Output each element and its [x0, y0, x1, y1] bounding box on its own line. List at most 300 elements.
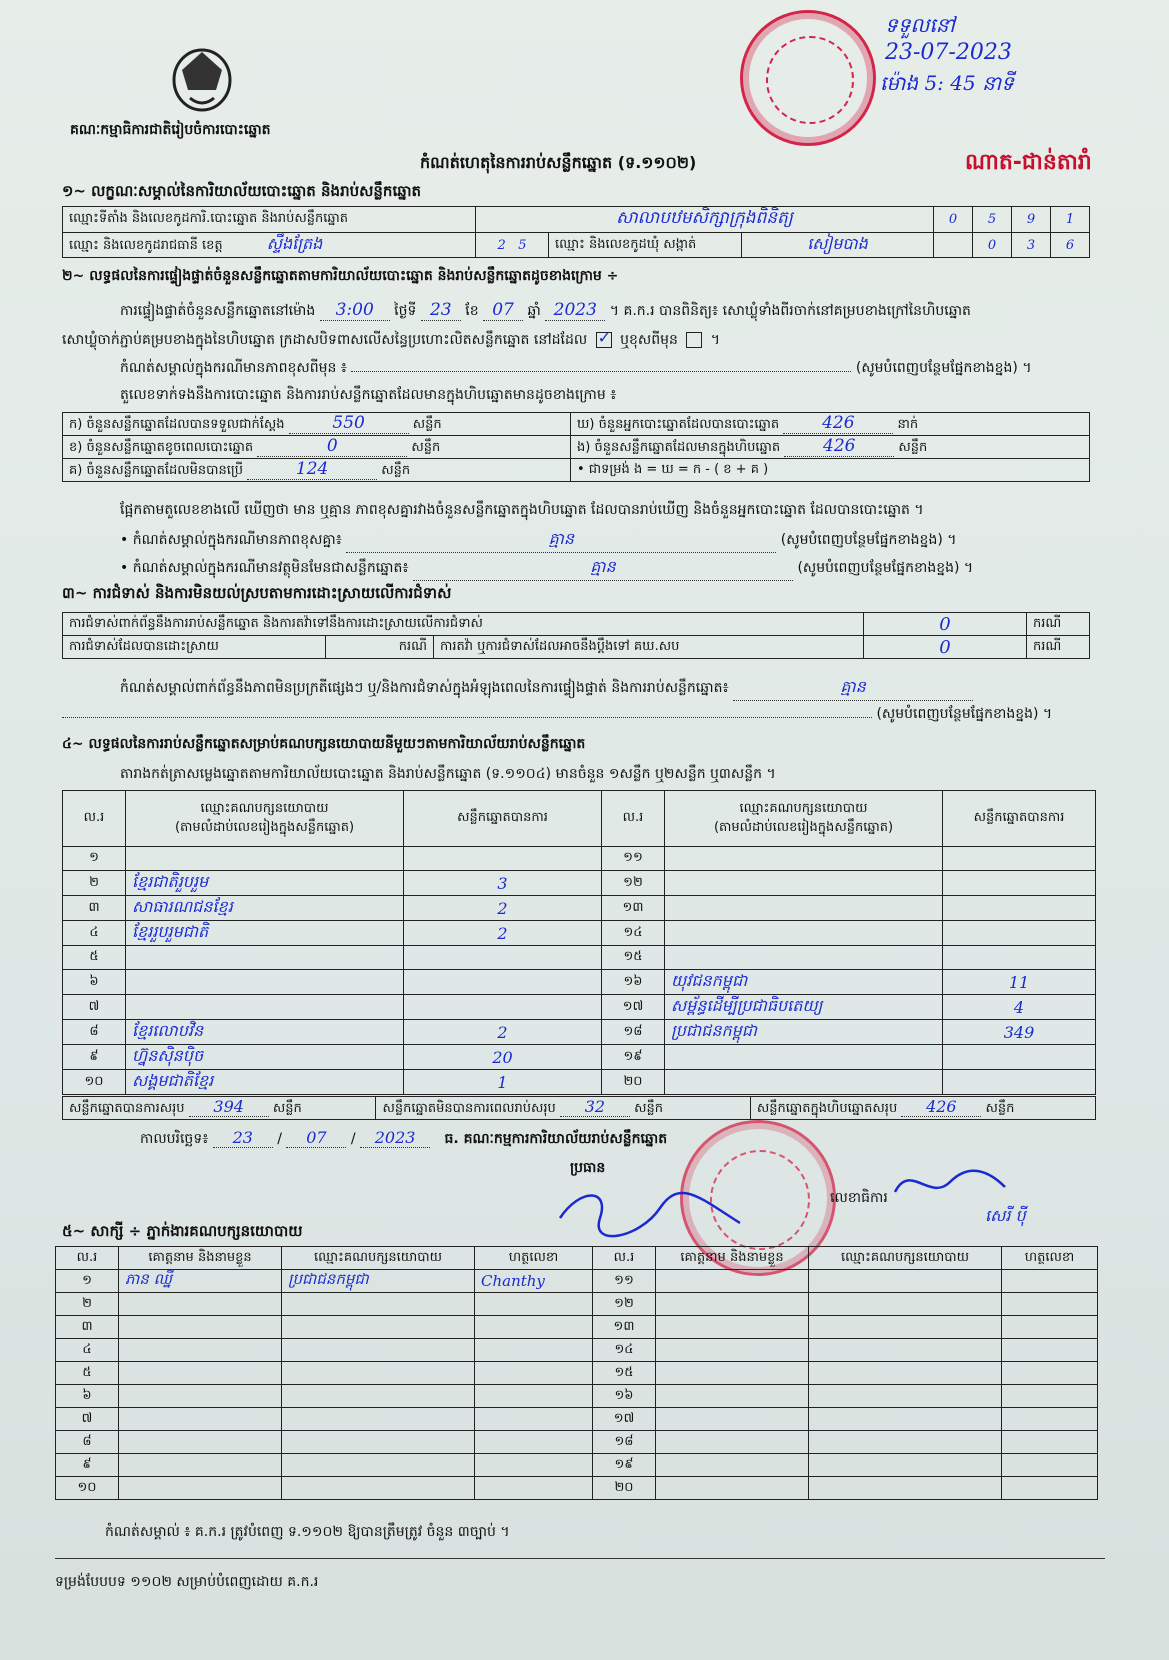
section3-hint: (សូមបំពេញបន្ថែមផ្នែកខាងខ្នង) ។: [876, 706, 1053, 722]
party-name: [126, 946, 404, 970]
bullet1-hint: (សូមបំពេញបន្ថែមផ្នែកខាងខ្នង) ។: [780, 532, 957, 548]
party-name: [665, 871, 943, 896]
location-value: សាលាបឋមសិក្សាក្រុងពិនិត្យ: [476, 207, 934, 233]
witness-party: [809, 1362, 1002, 1385]
total-invalid-label: សន្លឹកឆ្នោតមិនបានការពេលរាប់សរុប: [382, 1101, 556, 1116]
ko-value: 124: [247, 459, 377, 480]
witness-signature: [1002, 1339, 1098, 1362]
count-ko: [63, 459, 571, 482]
bullet2-value: គ្មាន: [413, 556, 793, 581]
party-name: សម្ព័ន្ធដើម្បីប្រជាធិបតេយ្យ: [665, 995, 943, 1020]
bullet2: [120, 556, 973, 581]
witness-party: [282, 1293, 475, 1316]
row-no: ១០: [56, 1477, 119, 1500]
party-head-left: ឈ្មោះគណបក្សនយោបាយ: [200, 800, 329, 816]
results-table: [62, 790, 1096, 1095]
row-no: ៧: [56, 1408, 119, 1431]
row-no: ២០: [593, 1477, 656, 1500]
province-label: [63, 233, 476, 258]
party-head-right: ឈ្មោះគណបក្សនយោបាយ: [739, 800, 868, 816]
party-votes: [943, 896, 1096, 921]
results-row: [63, 946, 1096, 970]
commune-label: ឈ្មោះ និងលេខកូដឃុំ សង្កាត់: [549, 233, 742, 258]
witness-col-no-right: ល.រ: [593, 1247, 656, 1270]
witness-signature: [1002, 1293, 1098, 1316]
received-time: ម៉ោង 5: 45 នាទី: [880, 71, 1014, 95]
row-no: ១៧: [602, 995, 665, 1020]
total-valid: [63, 1097, 376, 1120]
witness-name: [656, 1339, 809, 1362]
witness-signature: [1002, 1385, 1098, 1408]
witness-name: [119, 1477, 282, 1500]
witness-name: [119, 1293, 282, 1316]
row-no: ១១: [593, 1270, 656, 1293]
witness-row: [56, 1431, 1098, 1454]
bullet1: [120, 528, 956, 553]
party-name: [665, 847, 943, 871]
witness-name: [656, 1477, 809, 1500]
party-votes: 3: [404, 871, 602, 896]
row-no: ១៥: [602, 946, 665, 970]
total-invalid: [376, 1097, 750, 1120]
section3-note-text: កំណត់សម្គាល់ពាក់ព័ន្ធនឹងភាពមិនប្រក្រតីផ្សេងៗ ឬ/និងការជំទាស់ក្នុងអំឡុងពេលនៃការផ្ទៀងផ្ទាត់ និងការរាប់សន្លឹកឆ្នោត៖: [120, 680, 729, 696]
results-row: [63, 1020, 1096, 1045]
section2-diff-line: [120, 500, 1100, 521]
witness-party: [809, 1454, 1002, 1477]
party-name: ខ្មែររួបរួមជាតិ: [126, 921, 404, 946]
witness-name: [656, 1270, 809, 1293]
row-no: ១៣: [593, 1316, 656, 1339]
witness-signature: Chanthy: [475, 1270, 593, 1293]
witness-name: [119, 1339, 282, 1362]
results-col-party-left: [126, 791, 404, 847]
witness-name: [656, 1293, 809, 1316]
total-box-unit: សន្លឹក: [985, 1101, 1015, 1116]
party-votes: 349: [943, 1020, 1096, 1045]
count-ngo: [571, 436, 1090, 459]
witness-signature: [475, 1408, 593, 1431]
results-col-votes-right: សន្លឹកឆ្នោតបានការ: [943, 791, 1096, 847]
unchanged-checkbox[interactable]: [596, 332, 612, 348]
para1-e: ។ គ.ក.រ បានពិនិត្យ៖ សោឃ្លុំទាំងពីរចាក់នៅគម្របខាងក្រៅនៃហិបឆ្នោត: [609, 303, 971, 319]
witness-name: [656, 1431, 809, 1454]
witness-col-name-right: គោត្តនាម និងនាមខ្លួន: [656, 1247, 809, 1270]
witness-party: [809, 1339, 1002, 1362]
party-votes: [943, 1070, 1096, 1095]
party-name: [665, 946, 943, 970]
party-votes: [943, 1045, 1096, 1070]
row-no: ១៩: [602, 1045, 665, 1070]
row-no: ៣: [63, 896, 126, 921]
results-row: [63, 1045, 1096, 1070]
section2-title: ២~ លទ្ធផលនៃការផ្ទៀងផ្ទាត់ចំនួនសន្លឹកឆ្នោតតាមការិយាល័យបោះឆ្នោត និងរាប់សន្លឹកឆ្នោតដូចខាងក្រោម ÷: [62, 268, 619, 284]
row-no: ១៤: [593, 1339, 656, 1362]
diff-line-text: ផ្អែកតាមតួលេខខាងលើ ឃើញថា មាន ឬគ្មាន ភាពខុសគ្នារវាងចំនួនសន្លឹកឆ្នោតក្នុងហិបឆ្នោត ដែលបានរាប់ឃើញ និងចំនួនអ្នកបោះឆ្នោត ដែលបានបោះឆ្នោត ។: [120, 502, 924, 518]
objections-table: [62, 612, 1090, 659]
row-no: ១៦: [593, 1385, 656, 1408]
party-votes: [404, 995, 602, 1020]
party-name: [665, 1045, 943, 1070]
party-name: [126, 970, 404, 995]
witness-signature: [1002, 1431, 1098, 1454]
party-name: សាធារណជនខ្មែរ: [126, 896, 404, 921]
bullet1-text: • កំណត់សម្គាល់ក្នុងករណីមានភាពខុសគ្នា៖: [120, 532, 342, 548]
footer-note: កំណត់សម្គាល់ ៖ គ.ក.រ ត្រូវបំពេញ ទ.១១០២ ឱ្យបានត្រឹមត្រូវ ចំនួន ៣ច្បាប់ ។: [105, 1524, 510, 1540]
witness-party: [282, 1477, 475, 1500]
section3-dotted-line: [62, 717, 872, 718]
witness-party: [809, 1293, 1002, 1316]
row-no: ១៣: [602, 896, 665, 921]
witness-party: [282, 1454, 475, 1477]
section3-note-value: គ្មាន: [733, 676, 973, 701]
section2-para1: [120, 300, 1100, 322]
witness-signature: [475, 1454, 593, 1477]
witness-row: [56, 1477, 1098, 1500]
date-year: 2023: [360, 1128, 430, 1148]
bullet1-value: គ្មាន: [346, 528, 776, 553]
witness-signature: [1002, 1477, 1098, 1500]
province-code-2: 5: [518, 237, 527, 253]
witness-name: [119, 1385, 282, 1408]
date-month: 07: [286, 1128, 346, 1148]
row-no: ១២: [602, 871, 665, 896]
party-votes: 1: [404, 1070, 602, 1095]
witness-party: [809, 1431, 1002, 1454]
official-stamp-top: [740, 10, 876, 146]
ko-unit: សន្លឹក: [381, 463, 411, 478]
party-name: ហ្វ៊ុនស៊ិនប៉ិច: [126, 1045, 404, 1070]
formula: • ជាទម្រង់ ង = ឃ = ក - ( ខ + គ ): [571, 459, 1090, 482]
witness-col-party-right: ឈ្មោះគណបក្សនយោបាយ: [809, 1247, 1002, 1270]
witness-party: [282, 1408, 475, 1431]
section4-intro: តារាងកត់ត្រាសម្លេងឆ្នោតតាមការិយាល័យបោះឆ្នោត និងរាប់សន្លឹកឆ្នោត (ទ.១១០៤) មានចំនួន ១សន្លឹក ឬ២សន្លឹក ឬ៣សន្លឹក ។: [120, 766, 776, 782]
objections-appeal-unit: ករណី: [1027, 636, 1090, 659]
results-col-no-left: ល.រ: [63, 791, 126, 847]
ko-label: គ) ចំនួនសន្លឹកឆ្នោតដែលមិនបានប្រើ: [69, 463, 243, 478]
form-title: កំណត់ហេតុនៃការរាប់សន្លឹកឆ្នោត (ទ.១១០២): [420, 153, 697, 172]
count-month: 07: [483, 300, 523, 321]
row-no: ៣: [56, 1316, 119, 1339]
witness-name: ភាន ឈ្នី: [119, 1270, 282, 1293]
total-invalid-value: 32: [560, 1097, 630, 1117]
party-votes: [404, 847, 602, 871]
witness-party: [282, 1339, 475, 1362]
witness-row: [56, 1293, 1098, 1316]
total-box-value: 426: [901, 1097, 981, 1117]
total-box-label: សន្លឹកឆ្នោតក្នុងហិបឆ្នោតសរុប: [756, 1101, 898, 1116]
results-row: [63, 970, 1096, 995]
count-day: 23: [421, 300, 461, 321]
party-head-sub-left: (តាមលំដាប់លេខរៀងក្នុងសន្លឹកឆ្នោត): [174, 819, 355, 835]
party-votes: 2: [404, 896, 602, 921]
party-head-sub-right: (តាមលំដាប់លេខរៀងក្នុងសន្លឹកឆ្នោត): [713, 819, 894, 835]
chair-label: ប្រធាន: [570, 1160, 606, 1176]
objections-resolved-unit: ករណី: [326, 636, 434, 659]
party-name: [665, 921, 943, 946]
kha-label: ខ) ចំនួនសន្លឹកឆ្នោតខូចពេលបោះឆ្នោត: [69, 440, 254, 455]
ngo-value: 426: [784, 436, 894, 457]
province-code: [476, 233, 549, 258]
witness-signature: [475, 1339, 593, 1362]
witness-party: [282, 1385, 475, 1408]
row-no: ៤: [63, 921, 126, 946]
party-votes: 2: [404, 1020, 602, 1045]
witness-party: [809, 1477, 1002, 1500]
section1-title: ១~ លក្ខណៈសម្គាល់នៃការិយាល័យបោះឆ្នោត និងរាប់សន្លឹកឆ្នោត: [62, 182, 422, 200]
results-row: [63, 921, 1096, 946]
witness-name: [656, 1316, 809, 1339]
province-code-1: 2: [497, 237, 506, 253]
results-col-votes-left: សន្លឹកឆ្នោតបានការ: [404, 791, 602, 847]
stamp-red-label: ណាត-ជាន់តារាំ: [965, 150, 1092, 175]
section2-note1: [120, 358, 1032, 379]
row-no: ៦: [56, 1385, 119, 1408]
location-code-2: 5: [973, 207, 1012, 233]
party-votes: [943, 847, 1096, 871]
witness-signature: [1002, 1408, 1098, 1431]
count-kho: [571, 413, 1090, 436]
results-row: [63, 847, 1096, 871]
total-valid-unit: សន្លឹក: [272, 1101, 302, 1116]
ka-value: 550: [289, 413, 409, 434]
row-no: ១៥: [593, 1362, 656, 1385]
commune-value: សៀមបាង: [742, 233, 934, 258]
witness-name: [656, 1408, 809, 1431]
party-name: [126, 847, 404, 871]
witness-name: [656, 1362, 809, 1385]
witness-col-no-left: ល.រ: [56, 1247, 119, 1270]
party-votes: [943, 871, 1096, 896]
witness-party: [282, 1362, 475, 1385]
party-name: ខ្មែរជាតិរួបរួម: [126, 871, 404, 896]
row-no: ២០: [602, 1070, 665, 1095]
witness-row: [56, 1454, 1098, 1477]
section1-table: [62, 206, 1090, 258]
count-ka: [63, 413, 571, 436]
row-no: ១៦: [602, 970, 665, 995]
row-no: ២: [63, 871, 126, 896]
total-valid-value: 394: [189, 1097, 269, 1117]
para2-text: សោឃ្លុំចាក់ភ្ជាប់គម្របខាងក្នុងនៃហិបឆ្នោត ក្រដាសបិទពាសលើសន្ធៃប្រហោះលិតសន្លឹកឆ្នោត នៅដដែល: [62, 332, 588, 348]
results-col-no-right: ល.រ: [602, 791, 665, 847]
section5-title: ៥~ សាក្សី ÷ ភ្នាក់ងារគណបក្សនយោបាយ: [62, 1222, 303, 1240]
row-no: ១១: [602, 847, 665, 871]
row-no: ១០: [63, 1070, 126, 1095]
received-date: 23-07-2023: [885, 40, 1012, 65]
row-no: ១៧: [593, 1408, 656, 1431]
bullet2-text: • កំណត់សម្គាល់ក្នុងករណីមានវត្ថុមិនមែនជាសន្លឹកឆ្នោត៖: [120, 560, 409, 576]
party-votes: [943, 921, 1096, 946]
para1-d: ឆ្នាំ: [527, 303, 541, 319]
received-label: ទទួលនៅ: [885, 13, 955, 37]
objections-row1-unit: ករណី: [1027, 613, 1090, 636]
kho-unit: នាក់: [897, 417, 919, 432]
kho-label: ឃ) ចំនួនអ្នកបោះឆ្នោតដែលបានបោះឆ្នោត: [577, 417, 780, 432]
objections-appeal: ការតវ៉ា ឬការជំទាស់ដែលអាចនឹងប្តឹងទៅ គឃ.សប: [434, 636, 864, 659]
count-time: 3:00: [320, 300, 390, 321]
witness-signature: [1002, 1316, 1098, 1339]
committee-label: ធ. គណៈកម្មការការិយាល័យរាប់សន្លឹកឆ្នោត: [444, 1131, 668, 1147]
bullet2-hint: (សូមបំពេញបន្ថែមផ្នែកខាងខ្នង) ។: [797, 560, 974, 576]
party-name: យុវជនកម្ពុជា: [665, 970, 943, 995]
witness-name: [656, 1385, 809, 1408]
counts-table: [62, 412, 1090, 482]
footer-divider: [55, 1558, 1105, 1559]
location-code-4: 1: [1051, 207, 1090, 233]
row-no: ១៨: [602, 1020, 665, 1045]
total-invalid-unit: សន្លឹក: [634, 1101, 663, 1116]
witness-party: ប្រជាជនកម្ពុជា: [282, 1270, 475, 1293]
note1-line: [351, 371, 851, 372]
section3-note-line: [62, 704, 1052, 725]
witness-signature: [475, 1316, 593, 1339]
witness-signature: [475, 1431, 593, 1454]
witness-name: [119, 1316, 282, 1339]
witness-signature: [1002, 1454, 1098, 1477]
party-name: [665, 1070, 943, 1095]
witness-party: [809, 1385, 1002, 1408]
objections-row1: ការជំទាស់ពាក់ព័ន្ធនឹងការរាប់សន្លឹកឆ្នោត និងការតវ៉ាទៅនឹងការដោះស្រាយលើការជំទាស់: [63, 613, 864, 636]
row-no: ១៨: [593, 1431, 656, 1454]
party-name: ប្រជាជនកម្ពុជា: [665, 1020, 943, 1045]
witness-party: [809, 1316, 1002, 1339]
witness-party: [809, 1408, 1002, 1431]
party-votes: [404, 970, 602, 995]
witness-row: [56, 1408, 1098, 1431]
results-row: [63, 995, 1096, 1020]
para1-b: ថ្ងៃទី: [394, 303, 417, 319]
kha-unit: សន្លឹក: [411, 440, 441, 455]
changed-checkbox[interactable]: [686, 332, 702, 348]
party-name: [665, 896, 943, 921]
objections-appeal-value: 0: [864, 636, 1027, 659]
date-line: កាលបរិច្ឆេទ៖ 23 / 07 / 2023 ធ. គណៈកម្មការការិយាល័យរាប់សន្លឹកឆ្នោត: [140, 1128, 668, 1147]
witness-col-sig-right: ហត្ថលេខា: [1002, 1247, 1098, 1270]
location-code-1: 0: [934, 207, 973, 233]
org-name: គណៈកម្មាធិការជាតិរៀបចំការបោះឆ្នោត: [70, 122, 271, 138]
witness-row: [56, 1362, 1098, 1385]
ka-unit: សន្លឹក: [412, 417, 442, 432]
secretary-label: លេខាធិការ: [830, 1190, 888, 1206]
results-col-party-right: [665, 791, 943, 847]
section3-title: ៣~ ការជំទាស់ និងការមិនយល់ស្របតាមការដោះស្រាយលើការជំទាស់: [62, 584, 452, 602]
results-row: [63, 1070, 1096, 1095]
witness-party: [282, 1431, 475, 1454]
note1-hint: (សូមបំពេញបន្ថែមផ្នែកខាងខ្នង) ។: [855, 360, 1032, 376]
row-no: ៩: [63, 1045, 126, 1070]
note1-text: កំណត់សម្គាល់ក្នុងករណីមានភាពខុសពីមុន ៖: [120, 360, 347, 376]
witness-col-sig-left: ហត្ថលេខា: [475, 1247, 593, 1270]
kha-value: 0: [257, 436, 407, 457]
ngo-unit: សន្លឹក: [898, 440, 928, 455]
kho-value: 426: [783, 413, 893, 434]
witness-signature: [475, 1362, 593, 1385]
location-label: ឈ្មោះទីតាំង និងលេខកូដការិ.បោះឆ្នោត និងរាប់សន្លឹកឆ្នោត: [63, 207, 476, 233]
results-row: [63, 871, 1096, 896]
party-votes: 11: [943, 970, 1096, 995]
objections-resolved: ការជំទាស់ដែលបានដោះស្រាយ: [63, 636, 326, 659]
commune-code-2: 3: [1012, 233, 1051, 258]
secretary-signature: [890, 1162, 1010, 1212]
witness-signature: [475, 1477, 593, 1500]
witness-row: [56, 1316, 1098, 1339]
row-no: ៨: [63, 1020, 126, 1045]
witness-signature: [1002, 1362, 1098, 1385]
witness-row: [56, 1270, 1098, 1293]
para1-a: ការផ្ទៀងផ្ទាត់ចំនួនសន្លឹកឆ្នោតនៅម៉ោង: [120, 303, 316, 319]
location-code-3: 9: [1012, 207, 1051, 233]
witness-signature: [475, 1385, 593, 1408]
row-no: ៥: [63, 946, 126, 970]
para1-c: ខែ: [465, 303, 479, 319]
witness-name: [119, 1454, 282, 1477]
party-votes: [404, 946, 602, 970]
row-no: ១៩: [593, 1454, 656, 1477]
row-no: ៧: [63, 995, 126, 1020]
totals-table: [62, 1096, 1096, 1120]
row-no: ៨: [56, 1431, 119, 1454]
witness-table: [55, 1246, 1098, 1500]
date-label: កាលបរិច្ឆេទ៖: [140, 1131, 209, 1147]
chair-signature: [550, 1178, 750, 1248]
section2-para2: សោឃ្លុំចាក់ភ្ជាប់គម្របខាងក្នុងនៃហិបឆ្នោត ក្រដាសបិទពាសលើសន្ធៃប្រហោះលិតសន្លឹកឆ្នោត នៅដដែល ✓ ឬខុសពីមុន ។: [62, 330, 720, 351]
ngo-label: ង) ចំនួនសន្លឹកឆ្នោតដែលមានក្នុងហិបឆ្នោត: [577, 440, 781, 455]
witness-signature: [1002, 1270, 1098, 1293]
row-no: ១៤: [602, 921, 665, 946]
commune-code-3: 6: [1051, 233, 1090, 258]
commune-code-blank: [934, 233, 973, 258]
witness-col-party-left: ឈ្មោះគណបក្សនយោបាយ: [282, 1247, 475, 1270]
party-name: [126, 995, 404, 1020]
section4-title: ៤~ លទ្ធផលនៃការរាប់សន្លឹកឆ្នោតសម្រាប់គណបក្សនយោបាយនីមួយៗតាមការិយាល័យរាប់សន្លឹកឆ្នោត: [62, 736, 586, 752]
objections-row1-value: 0: [864, 613, 1027, 636]
province-label-text: ឈ្មោះ និងលេខកូដរាជធានី ខេត្ត: [69, 238, 223, 253]
row-no: ១: [63, 847, 126, 871]
secretary-name: សេរី ប៉ី: [985, 1206, 1026, 1225]
party-name: ខ្មែរលោបវិន: [126, 1020, 404, 1045]
row-no: ៦: [63, 970, 126, 995]
party-votes: [943, 946, 1096, 970]
witness-col-name-left: គោត្តនាម និងនាមខ្លួន: [119, 1247, 282, 1270]
party-name: សង្គមជាតិខ្មែរ: [126, 1070, 404, 1095]
row-no: ៩: [56, 1454, 119, 1477]
row-no: ១២: [593, 1293, 656, 1316]
commune-code-1: 0: [973, 233, 1012, 258]
changed-label: ឬខុសពីមុន: [620, 332, 678, 348]
party-votes: 4: [943, 995, 1096, 1020]
party-votes: 20: [404, 1045, 602, 1070]
witness-party: [282, 1316, 475, 1339]
witness-row: [56, 1385, 1098, 1408]
witness-signature: [475, 1293, 593, 1316]
footer-bottom: ទម្រង់បែបបទ ១១០២ សម្រាប់បំពេញដោយ គ.ក.រ: [55, 1574, 319, 1590]
party-votes: 2: [404, 921, 602, 946]
section3-note: [120, 676, 973, 701]
row-no: ២: [56, 1293, 119, 1316]
witness-party: [809, 1270, 1002, 1293]
total-valid-label: សន្លឹកឆ្នោតបានការសរុប: [69, 1101, 185, 1116]
witness-name: [656, 1454, 809, 1477]
witness-name: [119, 1362, 282, 1385]
row-no: ១: [56, 1270, 119, 1293]
total-box: [750, 1097, 1095, 1120]
witness-name: [119, 1408, 282, 1431]
count-year: 2023: [545, 300, 605, 321]
witness-name: [119, 1431, 282, 1454]
row-no: ៥: [56, 1362, 119, 1385]
results-row: [63, 896, 1096, 921]
section2-para3: តួលេខទាក់ទងនឹងការបោះឆ្នោត និងការរាប់សន្លឹកឆ្នោតដែលមានក្នុងហិបឆ្នោតមានដូចខាងក្រោម ៖: [120, 387, 617, 403]
